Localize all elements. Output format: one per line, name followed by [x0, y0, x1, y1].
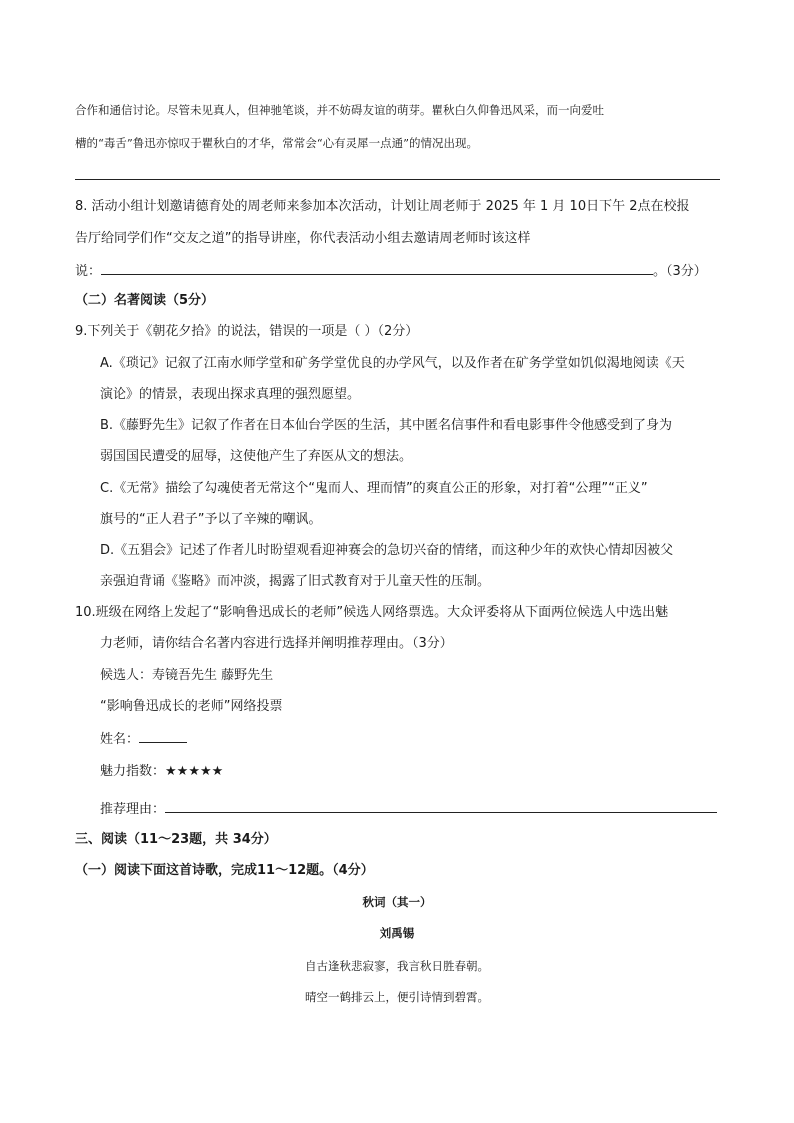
q9-option-b-line-2: 弱国国民遭受的屈辱，这使他产生了弃医从文的想法。	[100, 449, 413, 464]
q10-name-label: 姓名：	[100, 732, 140, 747]
q10-charm-label: 魅力指数：	[100, 764, 166, 779]
q10-reason-label: 推荐理由：	[100, 802, 166, 817]
poem-line-2: 晴空一鹤排云上，便引诗情到碧霄。	[305, 990, 489, 1004]
q8-answer-blank[interactable]	[101, 260, 653, 275]
q10-name-row	[100, 728, 187, 750]
section-3-1-heading: （一）阅读下面这首诗歌，完成11～12题。（4分）	[75, 863, 374, 878]
divider-rule	[75, 179, 720, 180]
section-3-heading: 三、阅读（11～23题，共 34分）	[75, 832, 277, 847]
passage-line-1: 合作和通信讨论。尽管未见真人，但神驰笔谈，并不妨碍友谊的萌芽。瞿秋白久仰鲁迅风采，而一向爱吐	[75, 103, 604, 117]
q8-score: 。（3分）	[653, 264, 707, 279]
q10-line-2: 力老师，请你结合名著内容进行选择并阐明推荐理由。（3分）	[100, 636, 453, 651]
q9-option-c-line-1: C.《无常》描绘了勾魂使者无常这个“鬼而人、理而情”的爽直公正的形象，对打着“公理”“正义”	[100, 481, 648, 496]
q9-option-c-line-2: 旗号的“正人君子”予以了辛辣的嘲讽。	[100, 512, 322, 527]
q8-line-2: 告厅给同学们作“交友之道”的指导讲座，你代表活动小组去邀请周老师时该这样	[75, 231, 531, 246]
q10-name-blank[interactable]	[139, 728, 187, 743]
q10-reason-blank[interactable]	[165, 798, 717, 813]
poem-line-1: 自古逢秋悲寂寥，我言秋日胜春朝。	[305, 959, 489, 973]
q8-answer-prefix: 说：	[75, 264, 102, 279]
q10-line-1: 10.班级在网络上发起了“影响鲁迅成长的老师”候选人网络票选。大众评委将从下面两位候选人中选出魅	[75, 605, 669, 620]
q9-option-d-line-2: 亲强迫背诵《鉴略》而冲淡，揭露了旧式教育对于儿童天性的压制。	[100, 574, 491, 589]
section-2-heading: （二）名著阅读（5分）	[75, 293, 215, 308]
q9-option-b-line-1: B.《藤野先生》记叙了作者在日本仙台学医的生活，其中匿名信事件和看电影事件令他感受到了身为	[100, 418, 673, 433]
q10-vote-title: “影响鲁迅成长的老师”网络投票	[100, 699, 283, 714]
charm-stars-icon: ★★★★★	[165, 764, 224, 779]
q8-answer-line	[75, 260, 707, 282]
q10-reason-row	[100, 798, 717, 820]
q10-candidates: 候选人：寿镜吾先生 藤野先生	[100, 668, 274, 683]
q9-option-d-line-1: D.《五猖会》记述了作者儿时盼望观看迎神赛会的急切兴奋的情绪，而这种少年的欢快心情却因被父	[100, 543, 674, 558]
q9-stem: 9.下列关于《朝花夕拾》的说法，错误的一项是（ ）（2分）	[75, 324, 419, 339]
poem-author: 刘禹锡	[379, 926, 415, 940]
q9-option-a-line-2: 演论》的情景，表现出探求真理的强烈愿望。	[100, 387, 361, 402]
q9-option-a-line-1: A.《琐记》记叙了江南水师学堂和矿务学堂优良的办学风气，以及作者在矿务学堂如饥似渴地阅读《天	[100, 356, 685, 371]
passage-line-2: 槽的“毒舌”鲁迅亦惊叹于瞿秋白的才华，常常会“心有灵犀一点通”的情况出现。	[75, 136, 479, 150]
q10-charm-row	[100, 762, 223, 782]
poem-title: 秋词（其一）	[362, 895, 432, 909]
q8-line-1: 8. 活动小组计划邀请德育处的周老师来参加本次活动，计划让周老师于 2025 年 1 月 10日下午 2点在校报	[75, 199, 690, 214]
